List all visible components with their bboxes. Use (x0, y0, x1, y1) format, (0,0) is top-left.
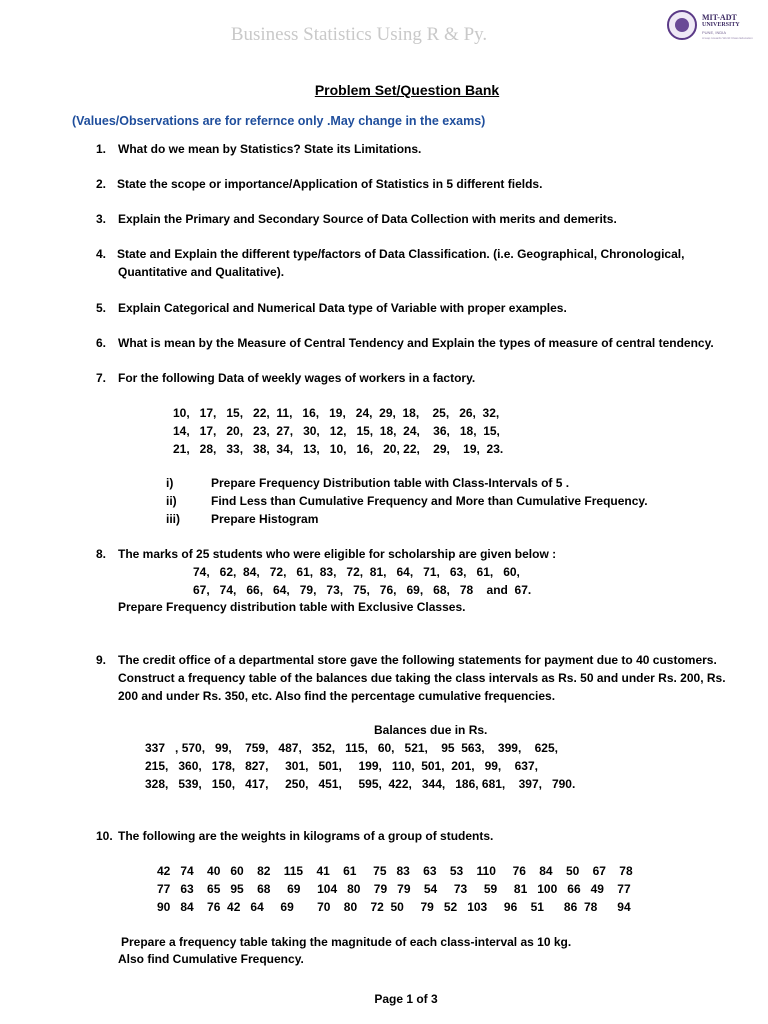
data-row: 90 84 76 42 64 69 70 80 72 50 79 52 103 96 51 86 78 94 (157, 900, 631, 914)
logo-line1: MIT-ADT (702, 13, 737, 22)
sub-question-text: Prepare Frequency Distribution table with Class-Intervals of 5 . (211, 476, 570, 490)
data-row: 328, 539, 150, 417, 250, 451, 595, 422, 344, 186, 681, 397, 790. (145, 777, 576, 791)
document-header: Business Statistics Using R & Py. (230, 24, 488, 45)
university-logo (667, 10, 753, 44)
data-row: 337 , 570, 99, 759, 487, 352, 115, 60, 521, 95 563, 399, 625, (145, 741, 558, 755)
question-number: 4. (96, 247, 107, 261)
data-row: 74, 62, 84, 72, 61, 83, 72, 81, 64, 71, 63, 61, 60, (193, 565, 520, 579)
sub-question-text: Prepare Histogram (211, 512, 319, 526)
seal-icon (667, 10, 697, 40)
data-caption: Balances due in Rs. (374, 723, 488, 737)
sub-question-label: iii) (166, 512, 180, 526)
data-row: 14, 17, 20, 23, 27, 30, 12, 15, 18, 24, 36, 18, 15, (173, 424, 500, 438)
page-number: Page 1 of 3 (374, 992, 438, 1006)
logo-line3: PUNE, INDIA (702, 30, 727, 35)
data-row: 42 74 40 60 82 115 41 61 75 83 63 53 110 76 84 50 67 78 (157, 864, 633, 878)
logo-line2: UNIVERSITY (702, 22, 740, 28)
question-number: 1. (96, 142, 107, 156)
question-text: Explain the Primary and Secondary Source of Data Collection with merits and demerits. (118, 212, 617, 226)
question-text: State and Explain the different type/factors of Data Classification. (i.e. Geographical, Chronological, (117, 247, 685, 261)
question-text-continued: Quantitative and Qualitative). (118, 265, 285, 279)
question-number: 10. (96, 829, 113, 843)
question-text: What is mean by the Measure of Central Tendency and Explain the types of measure of central tendency. (118, 336, 714, 350)
question-number: 2. (96, 177, 107, 191)
question-text-continued: 200 and under Rs. 350, etc. Also find the percentage cumulative frequencies. (118, 689, 556, 703)
data-row: 21, 28, 33, 38, 34, 13, 10, 16, 20, 22, 29, 19, 23. (173, 442, 504, 456)
question-text: The credit office of a departmental store gave the following statements for payment due to 40 customers. (118, 653, 717, 667)
question-number: 6. (96, 336, 107, 350)
question-text: Explain Categorical and Numerical Data type of Variable with proper examples. (118, 301, 567, 315)
question-number: 5. (96, 301, 107, 315)
question-text: What do we mean by Statistics? State its Limitations. (118, 142, 422, 156)
data-row: 215, 360, 178, 827, 301, 501, 199, 110, 501, 201, 99, 637, (145, 759, 538, 773)
question-text: State the scope or importance/Application of Statistics in 5 different fields. (117, 177, 543, 191)
page-title: Problem Set/Question Bank (314, 82, 500, 98)
sub-question-label: i) (166, 476, 174, 490)
question-number: 7. (96, 371, 107, 385)
question-number: 9. (96, 653, 107, 667)
question-text: For the following Data of weekly wages of workers in a factory. (118, 371, 476, 385)
question-text: The following are the weights in kilograms of a group of students. (118, 829, 494, 843)
question-number: 3. (96, 212, 107, 226)
data-row: 10, 17, 15, 22, 11, 16, 19, 24, 29, 18, 25, 26, 32, (173, 406, 500, 420)
sub-question-label: ii) (166, 494, 177, 508)
question-instruction: Prepare a frequency table taking the magnitude of each class-interval as 10 kg. (121, 935, 572, 949)
question-number: 8. (96, 547, 107, 561)
data-row: 67, 74, 66, 64, 79, 73, 75, 76, 69, 68, 78 and 67. (193, 583, 532, 597)
data-row: 77 63 65 95 68 69 104 80 79 79 54 73 59 81 100 66 49 77 (157, 882, 631, 896)
question-text-continued: Construct a frequency table of the balances due taking the class intervals as Rs. 50 and under Rs. 200, Rs. (118, 671, 726, 685)
question-instruction: Also find Cumulative Frequency. (118, 952, 304, 966)
sub-question-text: Find Less than Cumulative Frequency and More than Cumulative Frequency. (211, 494, 648, 508)
question-text: The marks of 25 students who were eligible for scholarship are given below : (118, 547, 557, 561)
logo-line4: A leap towards World Class Education (702, 36, 753, 40)
reference-note: (Values/Observations are for refernce only .May change in the exams) (72, 114, 486, 128)
question-instruction: Prepare Frequency distribution table with Exclusive Classes. (118, 600, 466, 614)
